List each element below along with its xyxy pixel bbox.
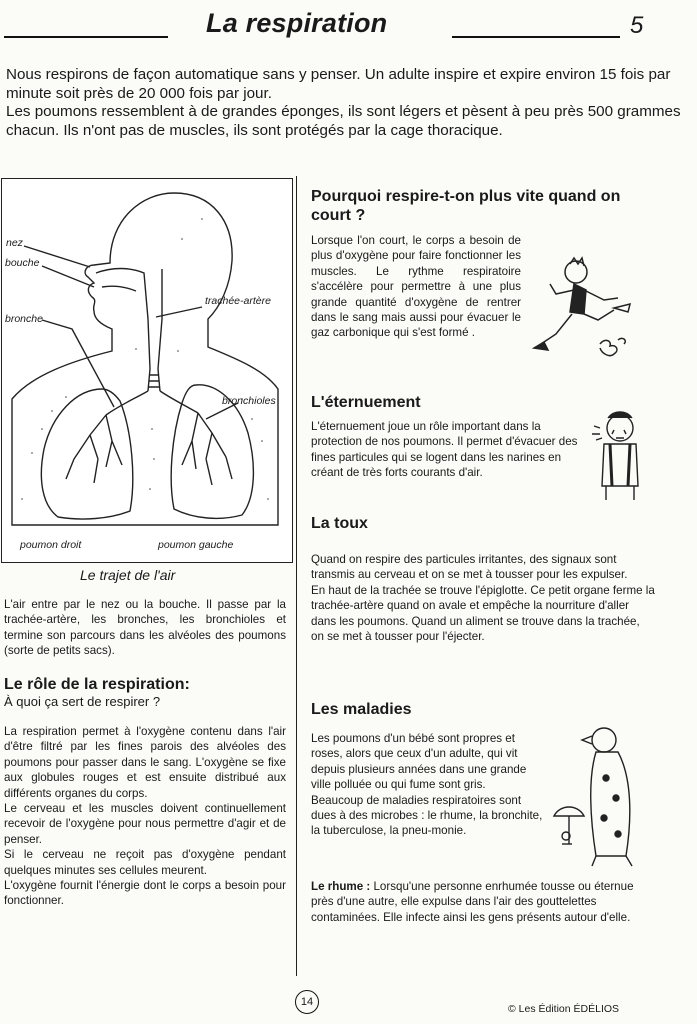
intro-paragraph-2: Les poumons ressemblent à de grandes éponges, ils sont légers et pèsent à peu près 500 grammes chacun. Ils n'ont pas de muscles, ils sont protégés par la cage thoracique.	[6, 103, 681, 139]
page-number: 14	[295, 990, 319, 1014]
role-heading: Le rôle de la respiration:	[4, 676, 190, 693]
sneezing-person-illustration	[590, 408, 650, 503]
column-divider	[296, 176, 297, 976]
running-paragraph: Lorsque l'on court, le corps a besoin de plus d'oxygène pour faire fonctionner les muscles. Le rythme respiratoire s'accélère pour permettre à une plus grande quantité d'oxygène de rentrer dans le sang mais aussi pour évacuer le gaz carbonique qui s'est formé .	[311, 234, 521, 340]
cough-paragraph-1: Quand on respire des particules irritantes, des signaux sont transmis au cerveau et on se met à tousser pour les expulser.	[311, 553, 628, 582]
sneeze-heading: L'éternuement	[311, 394, 421, 411]
runner-illustration	[526, 250, 644, 370]
diseases-paragraph-2: Beaucoup de maladies respiratoires sont dues à des microbes : le rhume, la bronchite, la tuberculose, la pneu-monie.	[311, 793, 543, 838]
cold-text	[311, 879, 655, 925]
cough-heading: La toux	[311, 515, 368, 532]
diseases-paragraph-1: Les poumons d'un bébé sont propres et roses, alors que ceux d'un adulte, qui vit depuis plusieurs années dans une grande ville polluée ou qui fume sont gris.	[311, 732, 527, 792]
running-text	[311, 233, 521, 341]
label-bronche: bronche	[5, 313, 43, 325]
role-subheading: À quoi ça sert de respirer ?	[4, 694, 161, 709]
sick-person-umbrella-illustration	[552, 718, 644, 868]
cold-description: Lorsqu'une personne enrhumée tousse ou éternue près d'une autre, elle expulse dans l'air des gouttelettes contaminées. Elle infecte ainsi les gens présents autour d'elle.	[311, 880, 634, 924]
sneeze-text	[311, 419, 587, 481]
role-text	[4, 724, 286, 909]
running-heading: Pourquoi respire-t-on plus vite quand on court ?	[311, 188, 621, 224]
copyright: © Les Édition ÉDÉLIOS	[508, 1003, 620, 1015]
page-title: La respiration	[206, 8, 388, 38]
role-paragraph-1: La respiration permet à l'oxygène contenu dans l'air d'être filtré par les fines parois des alvéoles des poumons pour passer dans le sang. L'oxygène se fixe aux globules rouges et est ensuite distribué aux différents organes du corps.	[4, 725, 286, 800]
diseases-text	[311, 731, 547, 839]
intro-paragraph-1: Nous respirons de façon automatique sans y penser. Un adulte inspire et expire environ 15 fois par minute soit près de 20 000 fois par jour.	[6, 66, 671, 102]
header-rule-right	[452, 36, 620, 38]
diagram-caption: Le trajet de l'air	[80, 567, 176, 583]
cold-label: Le rhume :	[311, 880, 371, 893]
label-poumon-droit: poumon droit	[20, 539, 82, 551]
label-nez: nez	[6, 237, 23, 249]
air-path-text	[4, 597, 286, 659]
role-paragraph-4: L'oxygène fournit l'énergie dont le corps a besoin pour fonctionner.	[4, 879, 286, 908]
label-trachee: trachée-artère	[205, 295, 271, 307]
lungs-illustration	[2, 179, 292, 562]
air-path-paragraph: L'air entre par le nez ou la bouche. Il passe par la trachée-artère, les bronches, les bronchioles et termine son parcours dans les alvéoles des poumons (sorte de petits sacs).	[4, 598, 286, 658]
cold-paragraph	[311, 879, 655, 925]
role-paragraph-2: Le cerveau et les muscles doivent continuellement recevoir de l'oxygène pour nous permettre d'agir et de penser.	[4, 802, 286, 846]
intro-text	[6, 66, 692, 140]
role-paragraph-3: Si le cerveau ne reçoit pas d'oxygène pendant quelques minutes ses cellules meurent.	[4, 848, 286, 877]
cough-text	[311, 552, 655, 644]
cough-paragraph-2: En haut de la trachée se trouve l'épiglotte. Ce petit organe ferme la trachée-artère quand on avale et empêche la nourriture d'aller dans les poumons. Quand un aliment se trouve dans la trachée, on se met à tousser pour l'éjecter.	[311, 583, 655, 644]
label-bouche: bouche	[5, 257, 40, 269]
chapter-number: 5	[630, 12, 644, 39]
label-bronchioles: bronchioles	[222, 395, 276, 407]
header-rule-left	[4, 36, 168, 38]
respiratory-diagram	[1, 178, 293, 563]
sneeze-paragraph: L'éternuement joue un rôle important dans la protection de nos poumons. Il permet d'évacuer des fines particules qui se logent dans les narines en créant de très forts courants d'air.	[311, 420, 578, 480]
label-poumon-gauche: poumon gauche	[158, 539, 234, 551]
diseases-heading: Les maladies	[311, 701, 412, 718]
